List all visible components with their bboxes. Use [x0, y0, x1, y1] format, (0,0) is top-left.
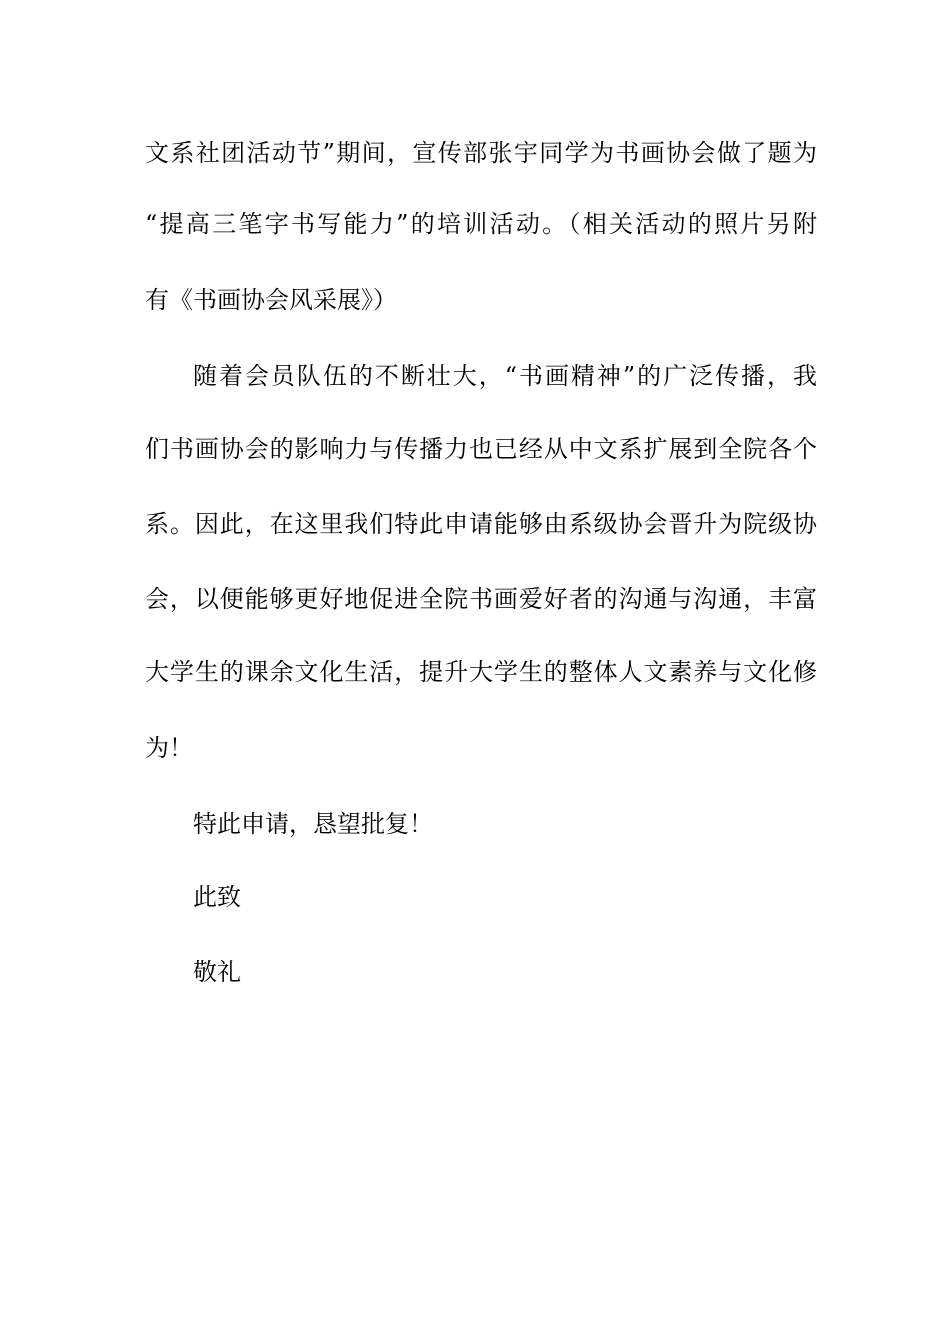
closing-salutation-1: 此致	[193, 883, 241, 911]
paragraph-2-line-3: 系。因此，在这里我们特此申请能够由系级协会晋升为院级协	[145, 510, 817, 538]
paragraph-1-line-3: 有《书画协会风采展》）	[145, 286, 397, 314]
closing-request: 特此申请，恳望批复！	[193, 810, 433, 838]
paragraph-2-line-4: 会，以便能够更好地促进全院书画爱好者的沟通与沟通，丰富	[145, 585, 817, 613]
paragraph-2-line-6: 为！	[145, 734, 193, 762]
paragraph-2-line-1: 随着会员队伍的不断壮大，“书画精神”的广泛传播，我	[193, 362, 817, 390]
paragraph-1-line-1: 文系社团活动节”期间，宣传部张宇同学为书画协会做了题为	[145, 139, 817, 167]
paragraph-1-line-2: “提高三笔字书写能力”的培训活动。（相关活动的照片另附	[145, 210, 817, 238]
paragraph-2-line-5: 大学生的课余文化生活，提升大学生的整体人文素养与文化修	[145, 658, 817, 686]
closing-salutation-2: 敬礼	[193, 958, 241, 986]
paragraph-2-line-2: 们书画协会的影响力与传播力也已经从中文系扩展到全院各个	[145, 435, 817, 463]
